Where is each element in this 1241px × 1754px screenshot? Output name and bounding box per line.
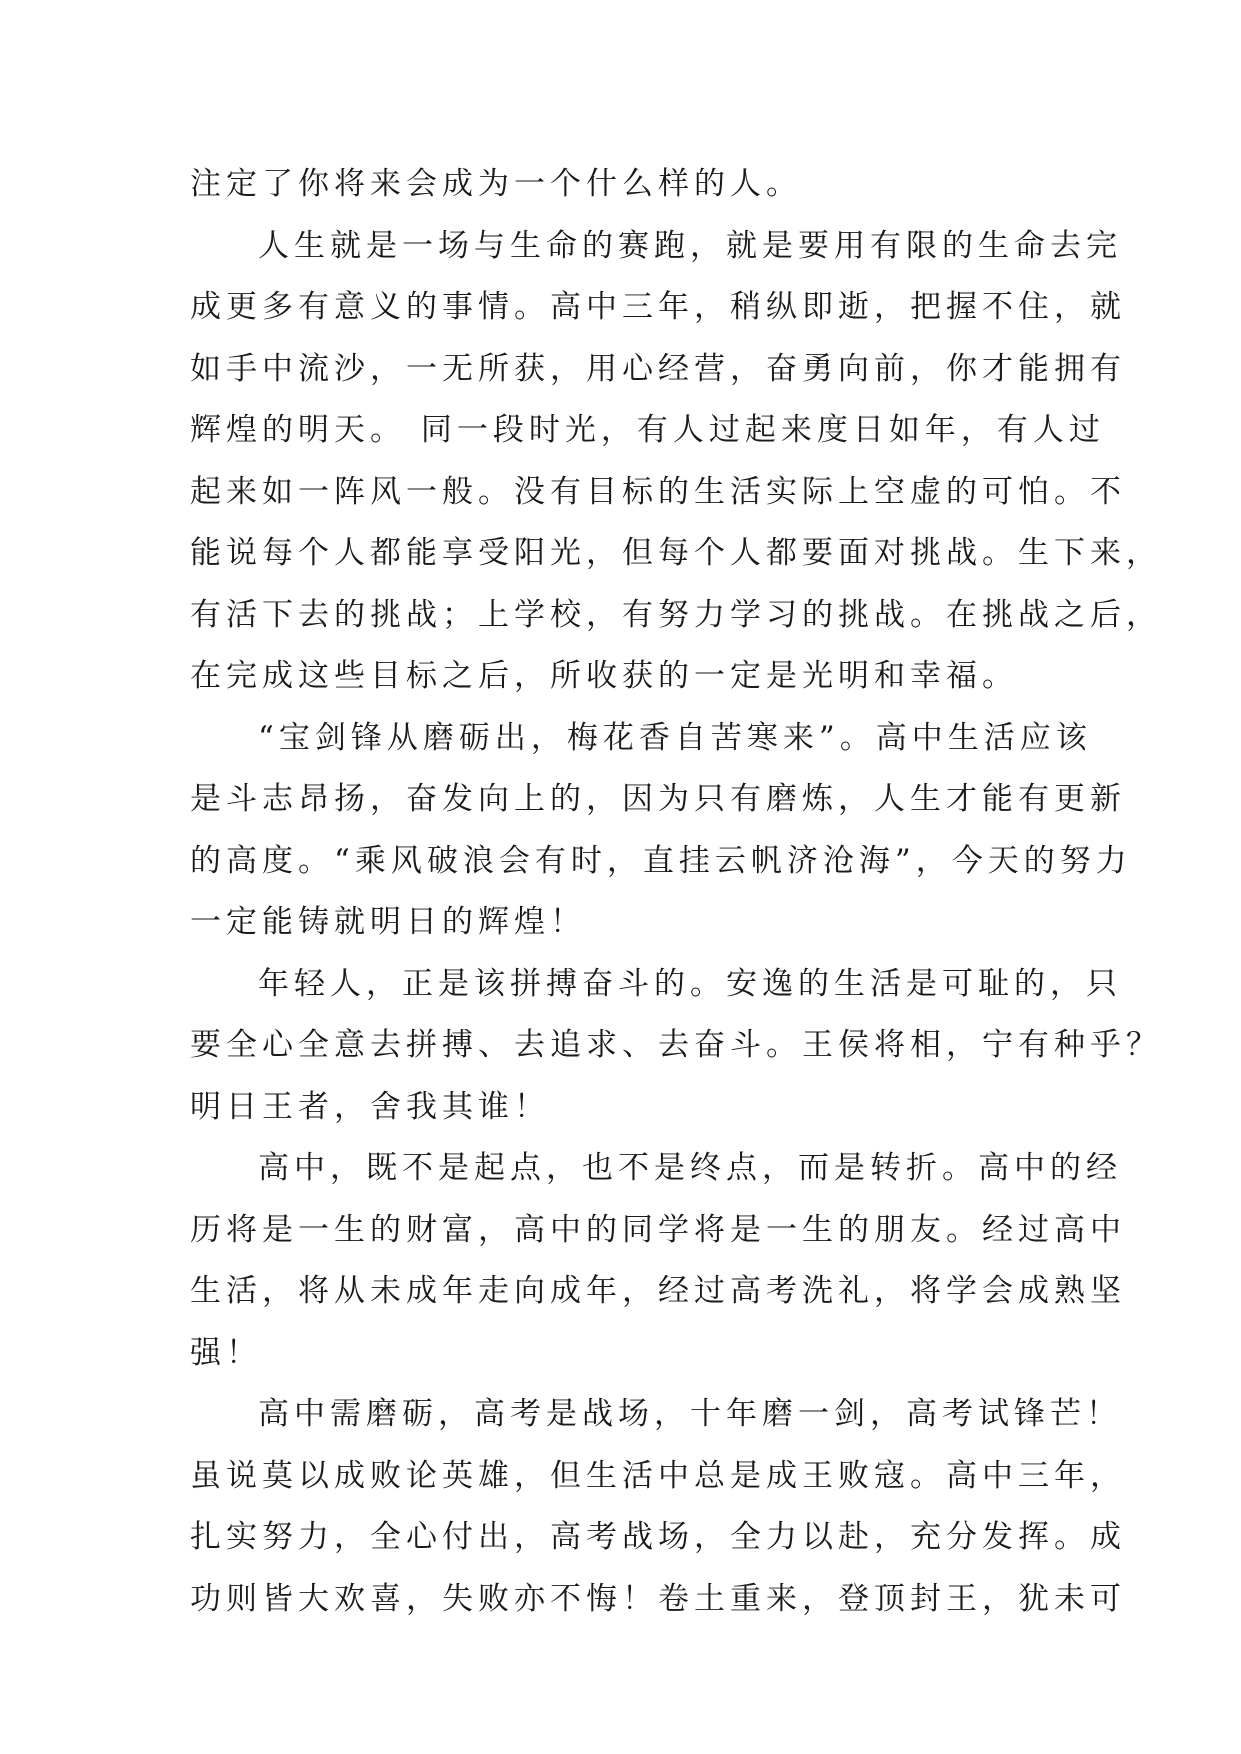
paragraph-first-line: “宝剑锋从磨砺出，梅花香自苦寒来”。高中生活应该 [258, 719, 1092, 756]
text-line: 有活下去的挑战；上学校，有努力学习的挑战。在挑战之后， [190, 596, 1162, 633]
text-line: 如手中流沙，一无所获，用心经营，奋勇向前，你才能拥有 [190, 350, 1126, 387]
body-text [190, 154, 1162, 1630]
text-line: 明日王者，舍我其谁！ [190, 1088, 550, 1125]
text-line: 注定了你将来会成为一个什么样的人。 [190, 166, 802, 202]
text-line: 功则皆大欢喜，失败亦不悔！卷土重来，登顶封王，犹未可 [190, 1580, 1126, 1617]
paragraph-first-line: 高中需磨砺，高考是战场，十年磨一剑，高考试锋芒！ [258, 1396, 1122, 1432]
text-line: 生活，将从未成年走向成年，经过高考洗礼，将学会成熟坚 [190, 1273, 1126, 1309]
text-line: 要全心全意去拼搏、去追求、去奋斗。王侯将相，宁有种乎？ [190, 1027, 1162, 1063]
text-line: 能说每个人都能享受阳光，但每个人都要面对挑战。生下来， [190, 535, 1162, 571]
text-line: 是斗志昂扬，奋发向上的，因为只有磨炼，人生才能有更新 [190, 781, 1126, 817]
text-line: 一定能铸就明日的辉煌！ [190, 904, 586, 940]
text-line: 在完成这些目标之后，所收获的一定是光明和幸福。 [190, 658, 1018, 694]
paragraph-first-line: 年轻人，正是该拼搏奋斗的。安逸的生活是可耻的，只 [258, 965, 1122, 1002]
text-line: 扎实努力，全心付出，高考战场，全力以赴，充分发挥。成 [190, 1519, 1126, 1555]
text-line: 的高度。“乘风破浪会有时，直挂云帆济沧海”，今天的努力 [190, 842, 1132, 879]
text-line: 起来如一阵风一般。没有目标的生活实际上空虚的可怕。不 [190, 473, 1126, 510]
paragraph-first-line: 高中，既不是起点，也不是终点，而是转折。高中的经 [258, 1150, 1122, 1186]
paragraph-first-line: 人生就是一场与生命的赛跑，就是要用有限的生命去完 [258, 227, 1122, 264]
text-line: 强！ [190, 1334, 262, 1371]
text-line: 辉煌的明天。 同一段时光，有人过起来度日如年，有人过 [190, 412, 1105, 448]
text-line: 历将是一生的财富，高中的同学将是一生的朋友。经过高中 [190, 1211, 1126, 1248]
text-line: 成更多有意义的事情。高中三年，稍纵即逝，把握不住，就 [190, 289, 1126, 325]
text-line: 虽说莫以成败论英雄，但生活中总是成王败寇。高中三年， [190, 1457, 1126, 1494]
